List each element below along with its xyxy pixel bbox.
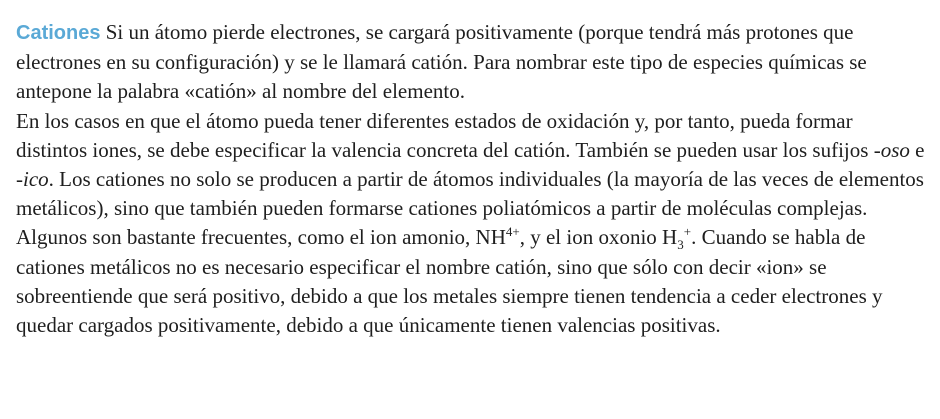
ammonium-charge: 4+ [505, 224, 520, 240]
p3-text-mid: , y el ion oxonio H [519, 225, 678, 250]
p2-text-after: . Los cationes no solo se producen a partir de átomos individuales (la mayoría de las veces de elementos metálicos), sino que también pueden formarse cationes poliatómicos a partir de moléculas complejas. [16, 167, 924, 221]
p2-text-and: e [909, 137, 925, 162]
section-heading: Cationes [16, 22, 101, 44]
suffix-oso: -oso [873, 137, 910, 162]
p3-text-start: Algunos son bastante frecuentes, como el ion amonio, NH [16, 225, 506, 250]
oxonium-subscript: 3 [677, 237, 684, 253]
oxonium-charge: + [683, 224, 692, 240]
paragraph-cationes-intro [16, 18, 926, 107]
p2-text-before: En los casos en que el átomo pueda tener diferentes estados de oxidación y, por tanto, pueda formar distintos iones, se debe especificar la valencia concreta del catión. También se pueden usar los sufijos [16, 108, 874, 162]
paragraph-common-cations [16, 223, 926, 340]
suffix-ico: -ico [16, 167, 49, 192]
paragraph-oxidation-states [16, 107, 926, 224]
p3-text-end: . Cuando se habla de cationes metálicos no es necesario especificar el nombre catión, sino que sólo con decir «ion» se sobreentiende que será positivo, debido a que los metales siempre tienen tendencia a ceder electrones y quedar cargados positivamente, debido a que únicamente tienen valencias positivas. [16, 225, 883, 338]
intro-text: Si un átomo pierde electrones, se cargará positivamente (porque tendrá más protones que electrones en su configuración) y se le llamará catión. Para nombrar este tipo de especies químicas se antepone la palabra «catión» al nombre del elemento. [16, 20, 867, 104]
